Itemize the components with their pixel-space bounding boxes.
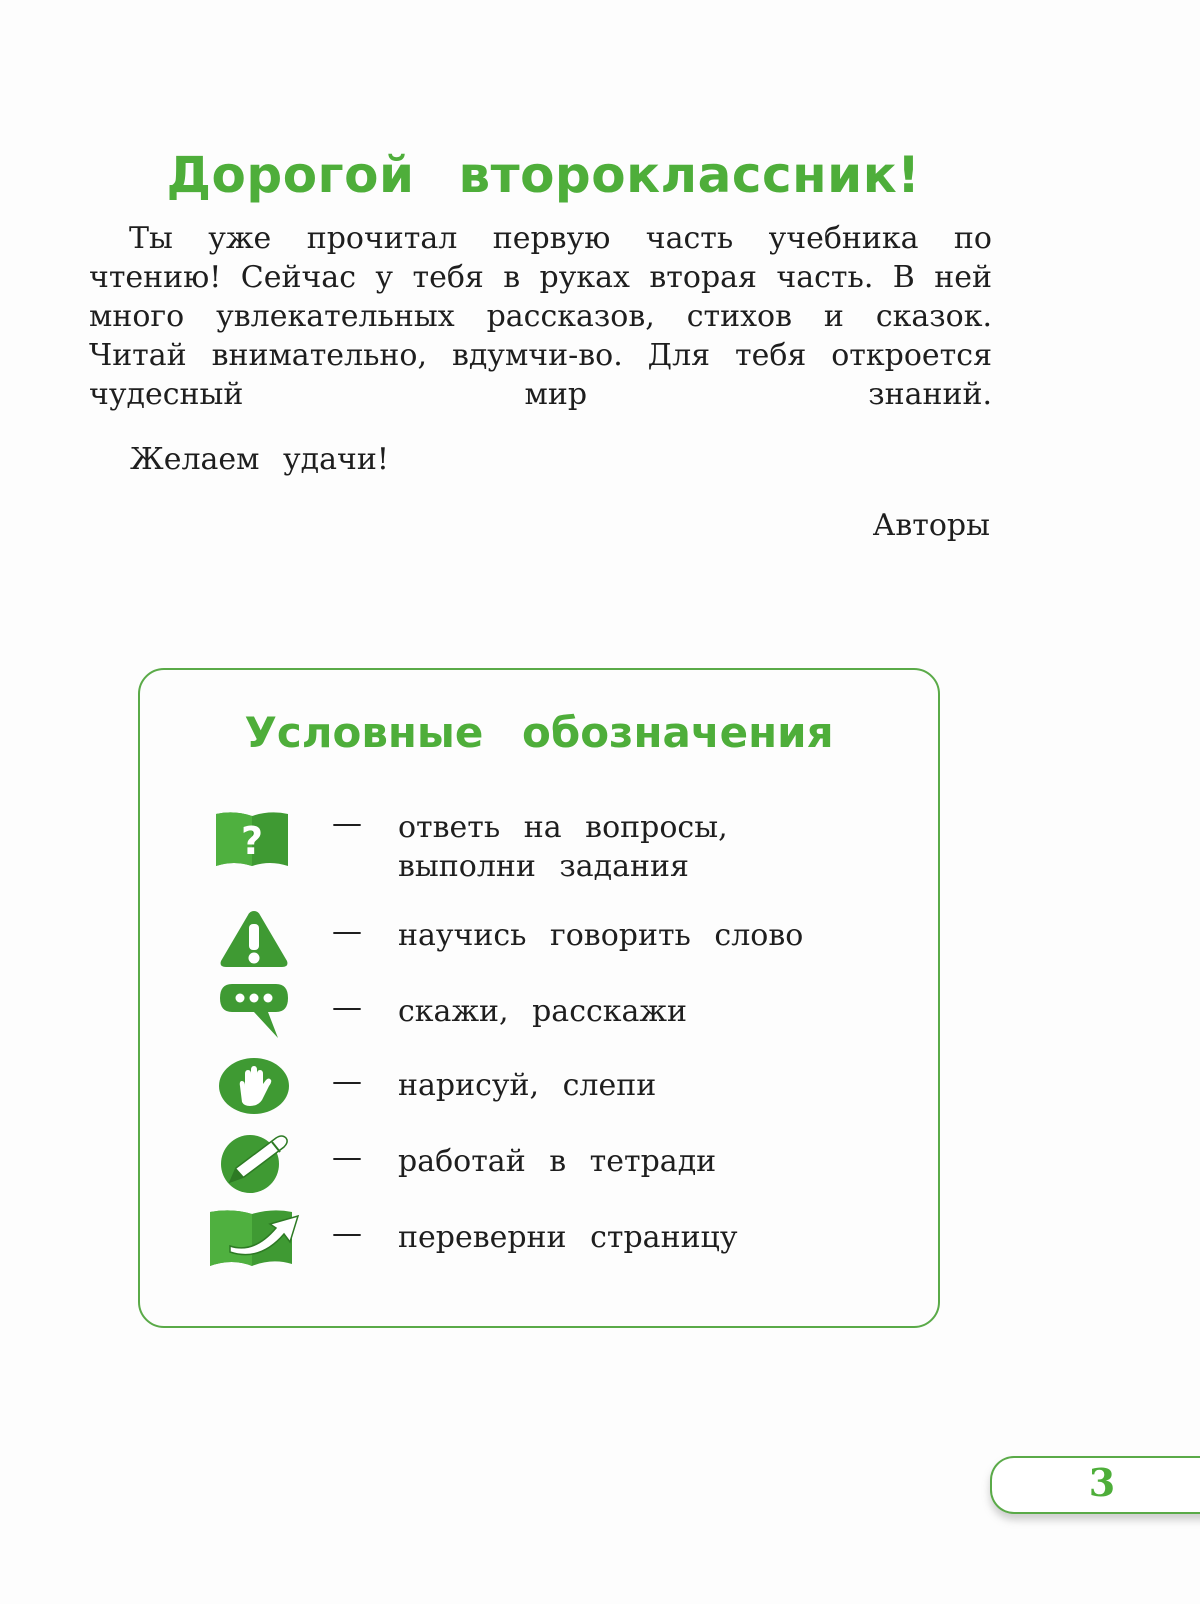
legend-dash: — (332, 806, 362, 841)
hand-icon (218, 1056, 290, 1116)
legend-item-text: ответь на вопросы, выполни задания (398, 810, 728, 884)
speech-bubble-icon (218, 982, 290, 1042)
legend-dash: — (332, 1064, 362, 1099)
exclamation-triangle-icon (218, 908, 290, 970)
legend-dash: — (332, 1140, 362, 1175)
page-heading: Дорогой второклассник! (166, 146, 921, 204)
signature: Авторы (872, 508, 990, 543)
intro-paragraph: Ты уже прочитал первую часть учебника по чтению! Сейчас у тебя в руках вторая часть. В ней много увлекательных рассказов, стихов и сказок. Читай внимательно, вдумчи-во. Для тебя откроется чудесный мир знаний. (89, 221, 992, 412)
legend-item-text: научись говорить слово (398, 918, 804, 953)
pen-icon (216, 1132, 292, 1194)
legend-dash: — (332, 1216, 362, 1251)
turn-page-icon (208, 1208, 304, 1270)
page-number: 3 (1088, 1460, 1116, 1505)
wish-text: Желаем удачи! (130, 442, 389, 477)
page-number-tab (990, 1456, 1200, 1514)
question-book-icon (214, 808, 290, 870)
legend-item-text: работай в тетради (398, 1144, 717, 1179)
legend-dash: — (332, 914, 362, 949)
legend-item-text: скажи, расскажи (398, 994, 688, 1029)
legend-dash: — (332, 990, 362, 1025)
legend-item-text: нарисуй, слепи (398, 1068, 657, 1103)
legend-box (138, 668, 940, 1328)
svg-text:?: ? (240, 819, 264, 863)
legend-title: Условные обозначения (244, 708, 834, 757)
legend-item-text: переверни страницу (398, 1220, 738, 1255)
